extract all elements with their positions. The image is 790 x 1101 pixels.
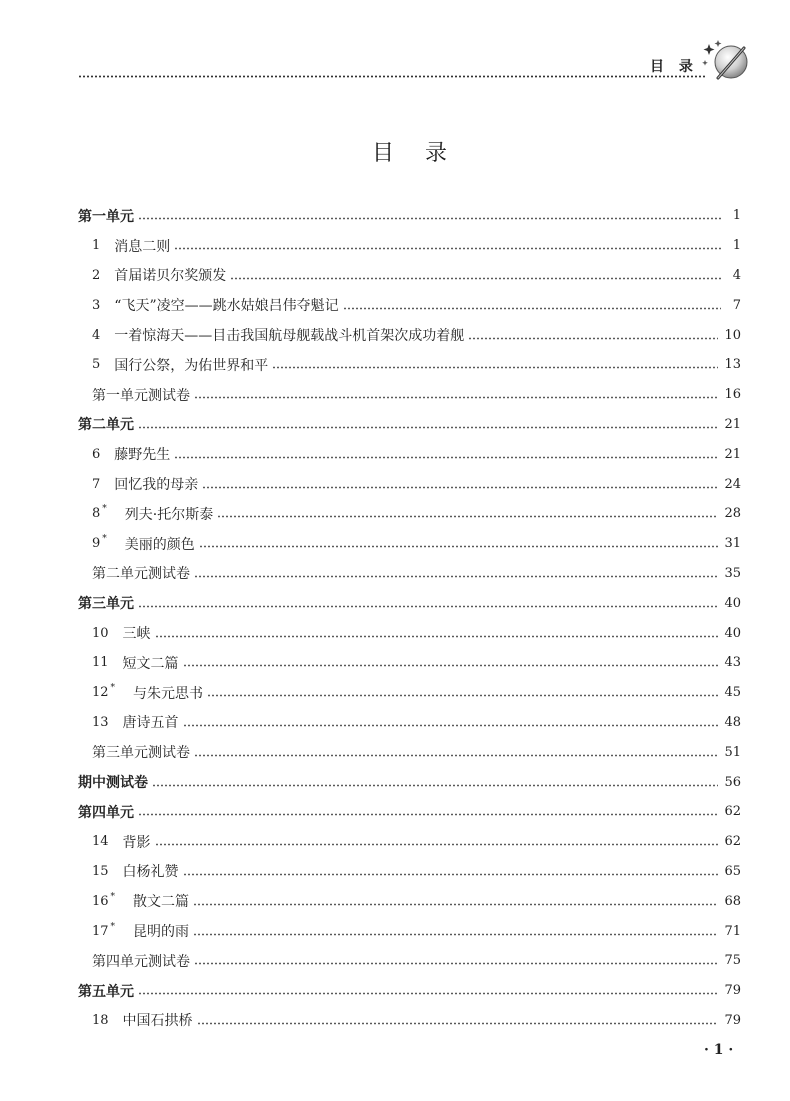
toc-lesson-number (92, 447, 100, 462)
toc-optional-mark: * (110, 683, 116, 694)
toc-lesson-number (92, 864, 109, 879)
toc-title: 一着惊海天——目击我国航母舰载战斗机首架次成功着舰 (114, 328, 465, 345)
toc-row-test (78, 946, 741, 976)
header-section-label: 目 录 (650, 59, 698, 75)
toc-row-unit (78, 797, 741, 827)
toc-page-number: 62 (724, 834, 741, 850)
toc-title: 与朱元思书 (133, 685, 204, 702)
toc-row-lesson (78, 886, 741, 916)
toc-leader-dots (152, 784, 718, 787)
toc-number: 9 (92, 536, 101, 552)
toc-page-number: 10 (724, 327, 741, 343)
toc-page-number: 40 (724, 595, 741, 611)
page-number: · 1 · (704, 1042, 734, 1058)
toc-optional-mark: * (102, 534, 107, 545)
toc-page-number: 28 (724, 506, 741, 522)
toc-leader-dots (272, 366, 718, 369)
toc-row-test (78, 559, 741, 589)
toc-row-lesson (78, 827, 741, 857)
toc-number: 12 (92, 685, 109, 701)
wand-star-icon (700, 38, 750, 84)
toc-row-lesson (78, 916, 741, 946)
toc-row-test (78, 380, 741, 410)
toc-number: 8 (92, 506, 101, 522)
toc-row-lesson (78, 648, 741, 678)
toc-number: 5 (92, 357, 101, 373)
toc-number: 14 (92, 834, 109, 850)
toc-number: 17 (92, 923, 109, 939)
toc-row-lesson (78, 499, 741, 529)
toc-lesson-number (92, 268, 100, 283)
toc-title: 列夫·托尔斯泰 (124, 506, 214, 523)
toc-page-number: 1 (732, 238, 741, 254)
toc-title: 白杨礼赞 (122, 864, 179, 881)
toc-leader-dots (183, 724, 719, 727)
toc-leader-dots (183, 664, 719, 667)
toc-row-lesson (78, 529, 741, 559)
toc-lesson-number (92, 891, 119, 909)
header-dotted-rule (78, 75, 706, 78)
page-title: 目 录 (372, 141, 459, 166)
toc-title: 第五单元 (78, 983, 134, 1000)
toc-title: 唐诗五首 (122, 715, 179, 732)
toc-title: 三峡 (122, 626, 151, 643)
toc-lesson-number (92, 834, 109, 849)
toc-lesson-number (92, 1013, 109, 1028)
toc-leader-dots (155, 843, 719, 846)
toc-leader-dots (194, 575, 718, 578)
toc-page-number: 68 (724, 893, 741, 909)
toc-lesson-number (92, 921, 119, 939)
toc-page-number: 7 (732, 297, 741, 313)
toc-leader-dots (230, 277, 721, 280)
toc-page-number: 1 (732, 208, 741, 224)
toc-lesson-number (92, 328, 100, 343)
toc-page-number: 75 (724, 953, 741, 969)
toc-number: 11 (92, 655, 109, 671)
toc-number: 2 (92, 267, 101, 283)
toc-leader-dots (194, 396, 718, 399)
toc-title: 背影 (122, 834, 151, 851)
toc-page-number: 45 (724, 685, 741, 701)
toc-page-number: 35 (724, 565, 741, 581)
toc-title: 散文二篇 (133, 894, 190, 911)
toc-page-number: 16 (724, 387, 741, 403)
toc-optional-mark: * (110, 921, 116, 932)
toc-number: 6 (92, 446, 101, 462)
toc-number: 4 (92, 327, 101, 343)
toc-leader-dots (138, 426, 718, 429)
toc-optional-mark: * (110, 891, 116, 902)
toc-leader-dots (138, 605, 718, 608)
toc-title: 第三单元 (78, 596, 134, 613)
toc-leader-dots (197, 1022, 719, 1025)
toc-title: 国行公祭，为佑世界和平 (114, 357, 269, 374)
toc-leader-dots (193, 933, 718, 936)
toc-row-test (78, 737, 741, 767)
toc-title: 第二单元 (78, 417, 134, 434)
toc-leader-dots (138, 217, 721, 220)
toc-lesson-number (92, 685, 119, 700)
toc-lesson-number (92, 298, 100, 313)
toc-leader-dots (174, 247, 721, 250)
toc-title: 消息二则 (114, 238, 171, 255)
toc-number: 3 (92, 297, 101, 313)
toc-leader-dots (193, 903, 718, 906)
toc-title: 首届诺贝尔奖颁发 (114, 268, 227, 285)
toc-page-number: 62 (724, 804, 741, 820)
toc-lesson-number (92, 715, 109, 730)
toc-title: 美丽的颜色 (124, 536, 195, 553)
toc-title: 藤野先生 (114, 447, 171, 464)
toc-page-number: 40 (724, 625, 741, 641)
toc-number: 7 (92, 476, 101, 492)
toc-title: 第一单元测试卷 (92, 387, 190, 404)
toc-leader-dots (207, 694, 718, 697)
toc-title: 中国石拱桥 (122, 1013, 193, 1030)
toc-page-number: 48 (724, 714, 741, 730)
toc-lesson-number (92, 536, 111, 551)
toc-leader-dots (194, 754, 718, 757)
toc-row-lesson (78, 439, 741, 469)
toc-title: 第一单元 (78, 208, 134, 225)
toc-number: 15 (92, 863, 109, 879)
toc-lesson-number (92, 477, 100, 492)
toc-lesson-number (92, 357, 100, 372)
toc-leader-dots (138, 992, 718, 995)
toc-leader-dots (343, 307, 721, 310)
toc-row-unit (78, 767, 741, 797)
toc-lesson-number (92, 238, 100, 253)
toc-row-lesson (78, 261, 741, 291)
toc-page-number: 21 (724, 416, 741, 432)
toc-optional-mark: * (102, 504, 107, 515)
toc-row-unit (78, 410, 741, 440)
toc-row-lesson (78, 618, 741, 648)
toc-row-lesson (78, 320, 741, 350)
toc-title: 回忆我的母亲 (114, 477, 199, 494)
toc-leader-dots (199, 545, 719, 548)
toc-page-number: 13 (724, 357, 741, 373)
toc-page-number: 4 (732, 267, 741, 283)
toc-page-number: 79 (724, 983, 741, 999)
toc-leader-dots (174, 456, 718, 459)
toc-row-unit (78, 588, 741, 618)
toc-page-number: 65 (724, 863, 741, 879)
toc-page-number: 24 (724, 476, 741, 492)
toc-row-unit (78, 976, 741, 1006)
toc-title: 第四单元测试卷 (92, 953, 190, 970)
toc-page-number: 31 (724, 536, 741, 552)
toc-title: 昆明的雨 (133, 924, 190, 941)
toc-title: 第四单元 (78, 804, 134, 821)
toc-row-lesson (78, 290, 741, 320)
toc-row-lesson (78, 708, 741, 738)
toc-row-lesson (78, 231, 741, 261)
toc-page-number: 21 (724, 446, 741, 462)
toc-row-lesson (78, 469, 741, 499)
toc-row-lesson (78, 678, 741, 708)
toc-leader-dots (202, 486, 718, 489)
toc-title: 短文二篇 (122, 655, 179, 672)
toc-leader-dots (138, 813, 718, 816)
toc-lesson-number (92, 626, 109, 641)
toc-title: “飞天”凌空——跳水姑娘吕伟夺魁记 (114, 298, 339, 315)
toc-title: 期中测试卷 (78, 775, 148, 792)
toc-number: 13 (92, 714, 109, 730)
toc-row-lesson (78, 350, 741, 380)
toc-leader-dots (194, 962, 718, 965)
toc-page-number: 79 (724, 1012, 741, 1028)
toc-lesson-number (92, 506, 111, 521)
toc-title: 第三单元测试卷 (92, 745, 190, 762)
toc-lesson-number (92, 655, 109, 670)
toc-number: 18 (92, 1012, 109, 1028)
toc-number: 10 (92, 625, 109, 641)
toc-leader-dots (183, 873, 719, 876)
toc-leader-dots (155, 635, 719, 638)
toc-leader-dots (217, 515, 718, 518)
toc-page-number: 71 (724, 923, 741, 939)
toc-page-number: 43 (724, 655, 741, 671)
toc-number: 1 (92, 238, 101, 254)
toc-row-lesson (78, 857, 741, 887)
toc-row-unit (78, 201, 741, 231)
toc-title: 第二单元测试卷 (92, 566, 190, 583)
toc-leader-dots (468, 337, 718, 340)
toc-number: 16 (92, 893, 109, 909)
table-of-contents (78, 201, 741, 1035)
toc-page-number: 56 (724, 774, 741, 790)
toc-row-lesson (78, 1006, 741, 1036)
toc-page-number: 51 (724, 744, 741, 760)
